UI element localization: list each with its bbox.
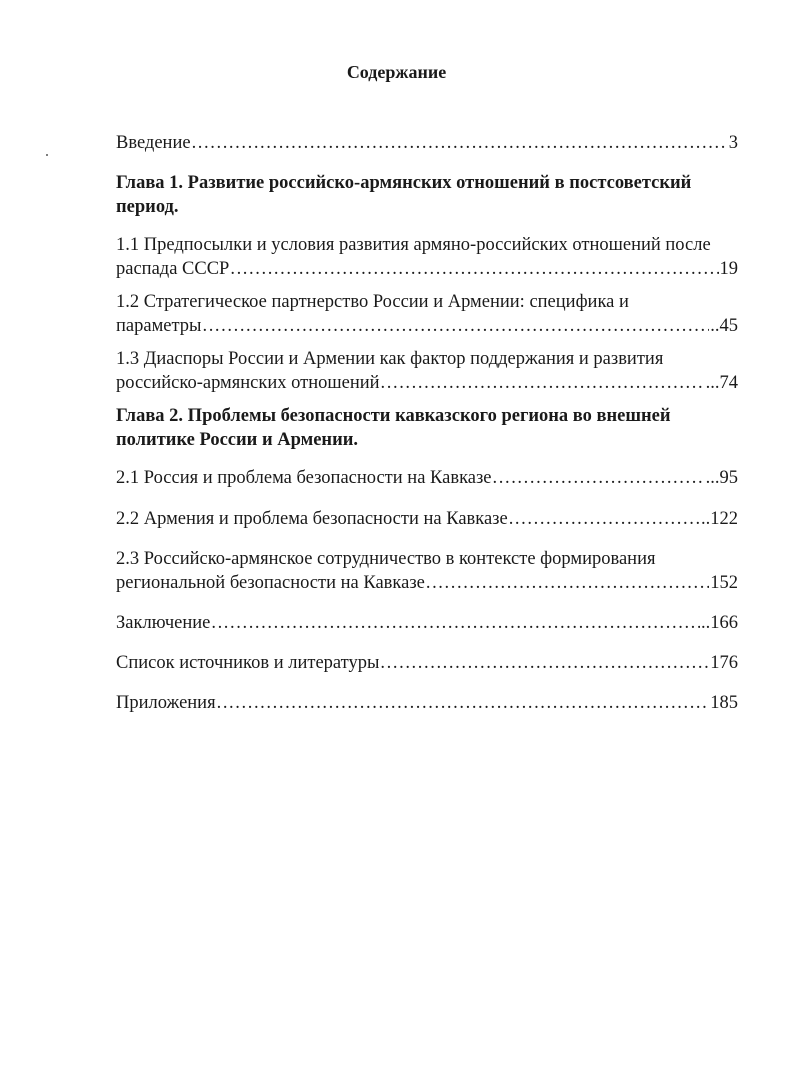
- toc-chapter-2: [116, 404, 738, 452]
- toc-entry-text: региональной безопасности на Кавказе: [116, 573, 425, 593]
- dot-leader: [192, 131, 728, 155]
- toc-entry-text: 2.1 Россия и проблема безопасности на Кавказе: [116, 468, 492, 488]
- toc-section-1-1: [116, 233, 738, 281]
- toc-section-2-2: [116, 507, 738, 531]
- toc-entry-text: 2.2 Армения и проблема безопасности на Кавказе: [116, 509, 508, 529]
- dot-leader: [426, 571, 709, 595]
- toc-page-number: ...95: [705, 468, 738, 488]
- toc-entry-text: параметры: [116, 316, 202, 336]
- toc-section-2-3: [116, 547, 738, 595]
- dot-leader: [211, 611, 700, 635]
- dot-leader: [493, 466, 705, 490]
- toc-chapter-line: Глава 2. Проблемы безопасности кавказского региона во внешней: [116, 406, 671, 426]
- toc-entry-introduction: [116, 131, 738, 155]
- toc-page-number: ..166: [701, 613, 738, 633]
- toc-chapter-line: период.: [116, 197, 179, 217]
- toc-page-number: 152: [710, 573, 738, 593]
- dot-leader: [381, 371, 705, 395]
- toc-entry-text: российско-армянских отношений: [116, 373, 380, 393]
- toc-section-1-3: [116, 347, 738, 395]
- toc-entry-text: Приложения: [116, 693, 216, 713]
- toc-page-number: 176: [710, 653, 738, 673]
- toc-chapter-1: [116, 171, 738, 219]
- toc-page-number: 3: [728, 133, 738, 153]
- dot-leader: [380, 651, 709, 675]
- toc-page-number: ...74: [705, 373, 738, 393]
- toc-entry-text: 1.2 Стратегическое партнерство России и Армении: специфика и: [116, 292, 629, 312]
- toc-entry-text: Список источников и литературы: [116, 653, 380, 673]
- toc-entry-text: Заключение: [116, 613, 211, 633]
- dot-leader: [202, 314, 709, 338]
- scan-speck: [46, 154, 48, 156]
- toc-entry-text: 1.1 Предпосылки и условия развития армяно-российских отношений после: [116, 235, 711, 255]
- toc-section-1-2: [116, 290, 738, 338]
- dot-leader: [217, 691, 710, 715]
- toc-entry-text: 2.3 Российско-армянское сотрудничество в контексте формирования: [116, 549, 656, 569]
- table-of-contents: [116, 131, 738, 715]
- toc-page-number: 185: [710, 693, 738, 713]
- toc-entry-text: Введение: [116, 133, 191, 153]
- dot-leader: [230, 257, 718, 281]
- toc-entry-literature: [116, 651, 738, 675]
- page-title: Содержание: [346, 62, 447, 82]
- toc-entry-appendix: [116, 691, 738, 715]
- toc-entry-conclusion: [116, 611, 738, 635]
- toc-chapter-line: политике России и Армении.: [116, 430, 359, 450]
- toc-entry-text: 1.3 Диаспоры России и Армении как фактор поддержания и развития: [116, 349, 664, 369]
- toc-page-number: 19: [719, 259, 738, 279]
- toc-section-2-1: [116, 466, 738, 490]
- toc-entry-text: распада СССР: [116, 259, 230, 279]
- toc-chapter-line: Глава 1. Развитие российско-армянских отношений в постсоветский: [116, 173, 692, 193]
- dot-leader: [509, 507, 700, 531]
- toc-page-number: ..122: [701, 509, 738, 529]
- toc-page-number: ..45: [710, 316, 738, 336]
